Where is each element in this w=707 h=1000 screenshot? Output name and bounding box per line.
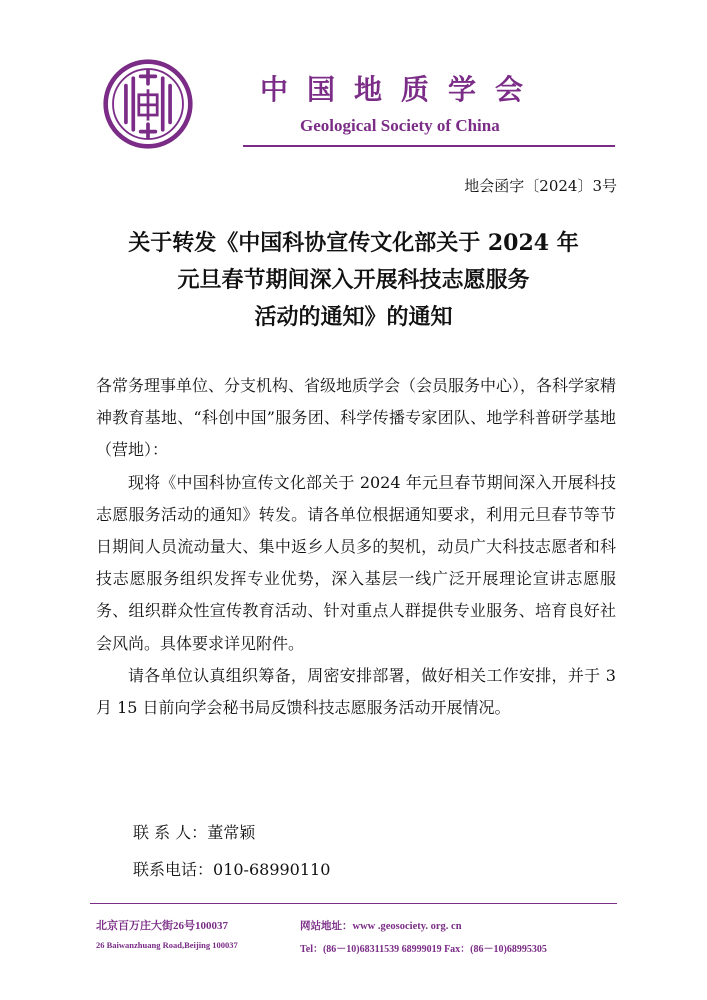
footer-tel-fax: Tel：(86－10)68311539 68999019 Fax：(86－10)68995305	[300, 944, 547, 955]
contact-phone-number: 010-68990110	[213, 860, 331, 879]
footer-website: 网站地址：www .geosociety. org. cn	[300, 921, 462, 932]
paragraph: 请各单位认真组织筹备，周密安排部署，做好相关工作安排，并于 3 月 15 日前向学会秘书局反馈科技志愿服务活动开展情况。	[96, 665, 616, 718]
document-body	[96, 370, 616, 724]
title-line: 关于转发《中国科协宣传文化部关于 2024 年	[128, 230, 579, 256]
document-title	[60, 225, 647, 336]
title-line: 活动的通知》的通知	[254, 304, 453, 330]
header-divider	[243, 145, 615, 147]
salutation: 各常务理事单位、分支机构、省级地质学会（会员服务中心），各科学家精神教育基地、“科创中国”服务团、科学传播专家团队、地学科普研学基地（营地）：	[96, 376, 617, 460]
gsc-seal-icon	[102, 58, 194, 150]
contact-phone	[133, 857, 330, 880]
paragraph: 现将《中国科协宣传文化部关于 2024 年元旦春节期间深入开展科技志愿服务活动的通知》转发。请各单位根据通知要求，利用元旦春节等节日期间人员流动量大、集中返乡人员多的契机，动员广大科技志愿者和科技志愿服务组织发挥专业优势，深入基层一线广泛开展理论宣讲志愿服务、组织群众性宣传教育活动、针对重点人群提供专业服务、培育良好社会风尚。具体要求详见附件。	[96, 472, 616, 653]
title-line: 元旦春节期间深入开展科技志愿服务	[177, 267, 530, 293]
contact-person-name: 董常颖	[207, 823, 256, 842]
document-number: 地会函字〔2024〕3号	[464, 177, 617, 195]
org-name-en: Geological Society of China	[300, 116, 500, 135]
contact-phone-label: 联系电话：	[133, 860, 214, 879]
contact-person	[133, 820, 255, 843]
footer-address-en: 26 Baiwanzhuang Road,Beijing 100037	[96, 940, 238, 950]
footer-divider	[90, 903, 617, 904]
contact-person-label: 联 系 人：	[133, 823, 208, 842]
footer-address-cn: 北京百万庄大街26号100037	[96, 920, 228, 932]
org-name-cn: 中国地质学会	[260, 73, 543, 106]
